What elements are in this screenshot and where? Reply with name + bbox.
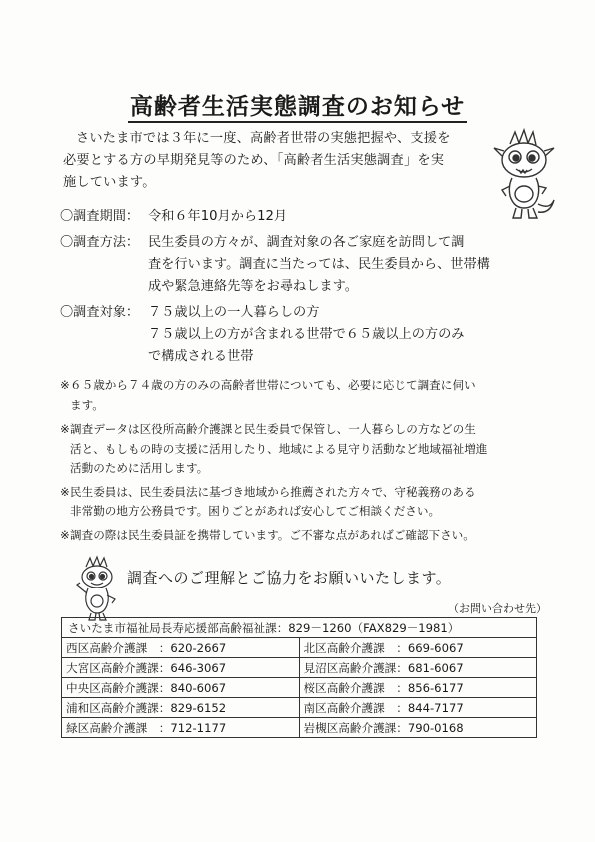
note-line: 活と、もしもの時の支援に活用したり、地域による見守り活動など地域福祉増進 [70,441,488,456]
intro-paragraph [63,128,503,194]
mascot-small-illustration [72,555,122,623]
intro-line: さいたま市では３年に一度、高齢者世帯の実態把握や、支援を [76,131,451,146]
office-name: 見沼区高齢介護課 [303,660,397,675]
notes-list [60,376,530,545]
contact-cell [299,718,537,738]
contact-cell [299,678,537,698]
note-line: 調査データは区役所高齢介護課と民生委員で保管し、一人暮らしの方などの生 [70,422,476,436]
note-mark: ※ [60,422,70,436]
contact-cell [62,698,300,718]
note-line: 調査の際は民生委員証を携帯しています。ご不審な点があればご確認下さい。 [70,527,475,542]
contact-header-cell: さいたま市福祉局長寿応援部高齢福祉課：829－1260（FAX829－1981） [62,618,537,638]
office-tel: ：620-2667 [158,640,227,655]
office-name: 南区高齢介護課 [303,700,385,715]
office-name: 緑区高齢介護課 [66,720,148,735]
intro-line: 施しています。 [63,175,156,190]
note-mark: ※ [60,527,70,542]
survey-target-line: ７５歳以上の一人暮らしの方 [148,305,320,320]
office-tel: ：844-7177 [396,700,464,715]
note-line: ６５歳から７４歳の方のみの高齢者世帯についても、必要に応じて調査に伺い [70,378,476,392]
note-item [60,483,530,522]
office-name: 桜区高齢介護課 [303,680,385,695]
survey-target-line: ７５歳以上の方が含まれる世帯で６５歳以上の方のみ [148,327,465,342]
office-tel: ：669-6067 [396,640,464,655]
table-row [62,698,537,718]
note-line: 活動のために活用します。 [70,461,209,475]
office-tel: ：646-3067 [158,660,227,675]
note-line: ます。 [70,397,104,412]
table-row [62,638,537,658]
note-line: 民生委員は、民生委員法に基づき地域から推薦された方々で、守秘義務のある [70,484,476,499]
survey-method-label: 〇調査方法： [60,235,140,250]
contact-table [61,617,537,738]
note-item [60,526,530,546]
document-title: 高齢者生活実態調査のお知らせ [128,94,467,123]
office-tel: ：712-1177 [158,720,227,735]
table-row [62,718,537,738]
intro-line: 必要とする方の早期発見等のため、「高齢者生活実態調査」を実 [63,153,445,168]
office-tel: ：840-6067 [158,680,227,695]
office-name: 大宮区高齢介護課 [66,660,159,675]
contact-label: （お問い合わせ先） [448,602,547,615]
survey-method-line: 民生委員の方々が、調査対象の各ご家庭を訪問して調 [148,235,465,250]
note-mark: ※ [60,378,70,392]
table-row [62,678,537,698]
note-item [60,420,530,479]
survey-target-line: で構成される世帯 [148,349,254,364]
office-name: 岩槻区高齢介護課 [303,720,397,735]
document-title-wrap [0,88,595,121]
contact-cell [62,678,300,698]
table-row [62,658,537,678]
office-name: 北区高齢介護課 [303,640,385,655]
office-name: 西区高齢介護課 [66,640,148,655]
survey-period-label: 〇調査期間： [60,209,140,224]
office-tel: ：681-6067 [396,660,464,675]
contact-cell [62,658,300,678]
closing-message: 調査へのご理解とご協力をお願いいたします。 [127,569,452,587]
survey-method-line: 成や緊急連絡先等をお尋ねします。 [148,279,358,294]
contact-cell [62,638,300,658]
office-tel: ：829-6152 [158,700,227,715]
note-mark: ※ [60,484,70,499]
survey-period-value: 令和６年10月から12月 [148,209,288,224]
contact-cell [299,658,537,678]
note-line: 非常勤の地方公務員です。困りごとがあれば安心してご相談ください。 [70,504,441,518]
survey-method-line: 査を行います。調査に当たっては、民生委員から、世帯構 [148,257,490,272]
note-item [60,376,530,415]
contact-cell [62,718,300,738]
office-name: 中央区高齢介護課 [66,680,159,695]
table-row [62,618,537,638]
office-tel: ：856-6177 [396,680,464,695]
office-name: 浦和区高齢介護課 [66,700,159,715]
contact-cell [299,698,537,718]
survey-target-label: 〇調査対象： [60,305,140,320]
office-tel: ：790-0168 [396,720,464,735]
contact-cell [299,638,537,658]
